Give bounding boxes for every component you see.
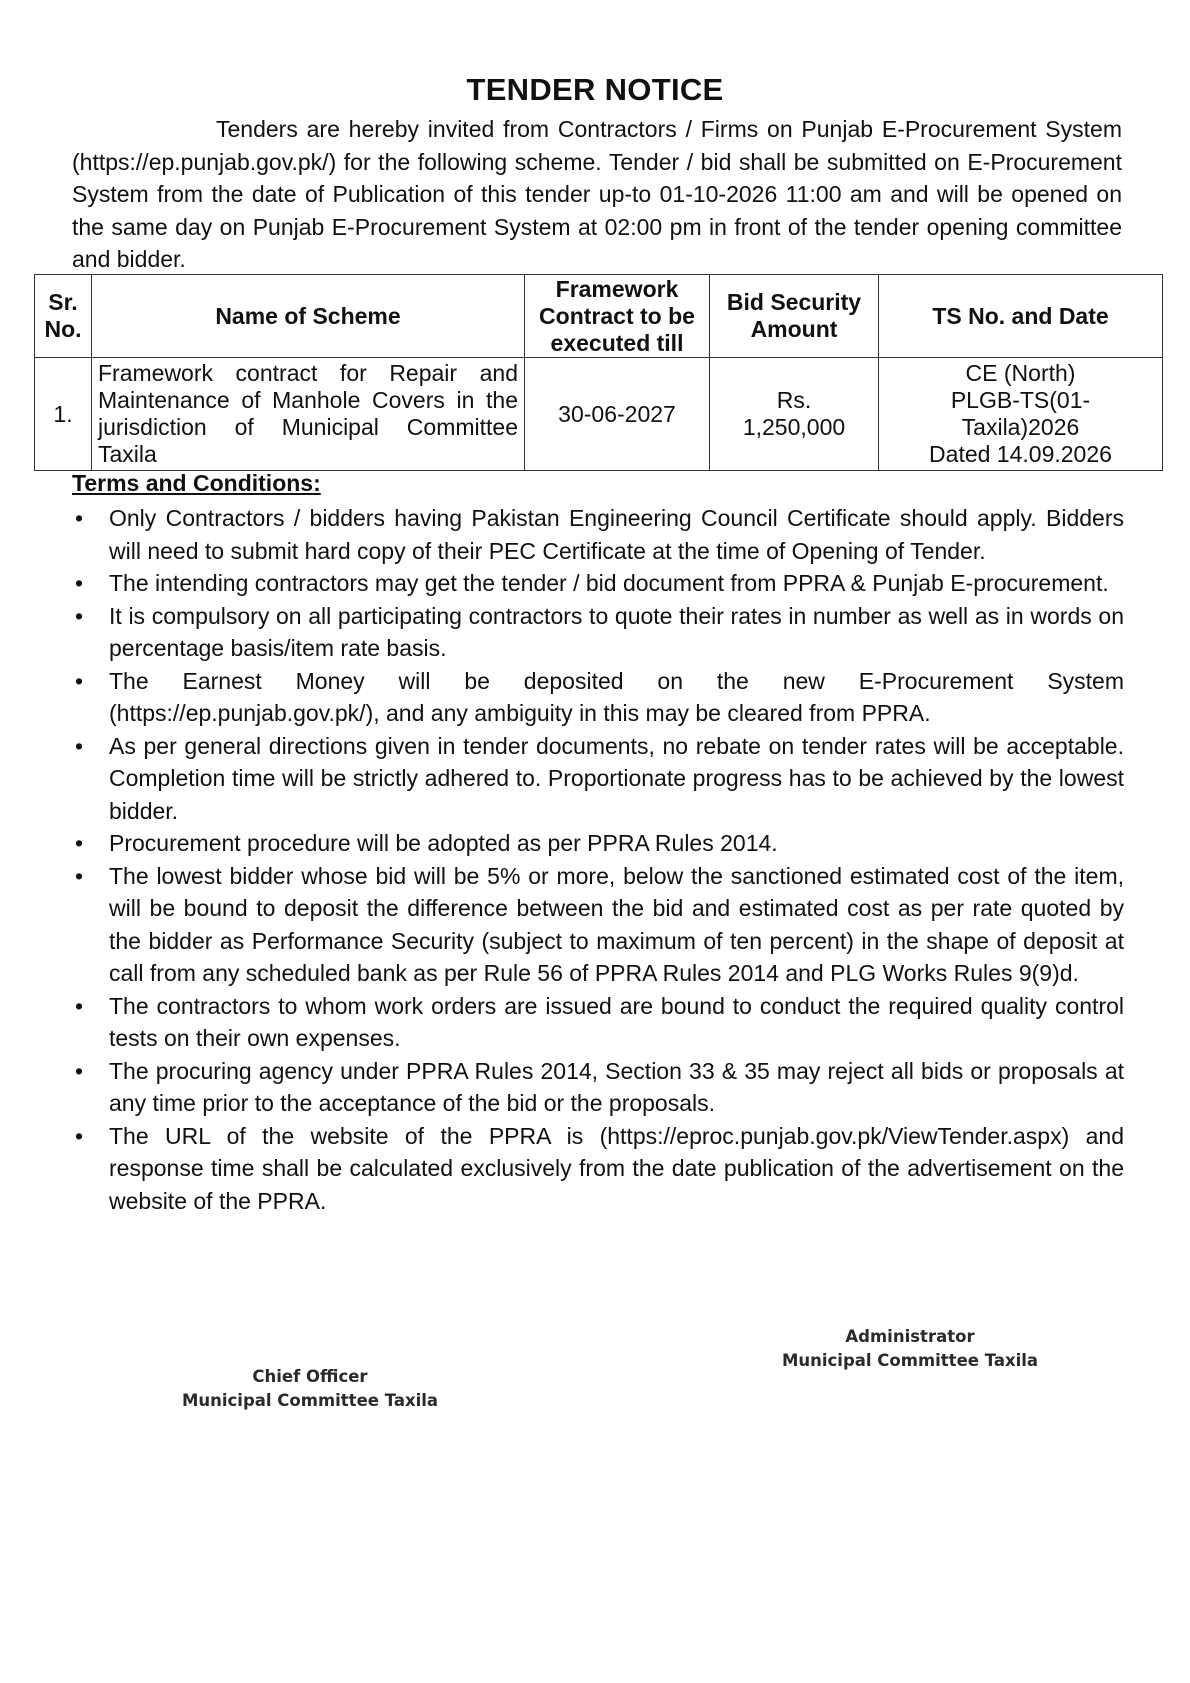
terms-list-item xyxy=(72,502,1124,567)
bullet-icon: • xyxy=(74,505,84,531)
notice-intro-paragraph: Tenders are hereby invited from Contractors / Firms on Punjab E-Procurement System (https://ep.punjab.gov.pk/) for the following scheme. Tender / bid shall be submitted on E-Procurement System from the date of Publication of this tender up-to 01-10-2026 11:00 am and will be opened on the same day on Punjab E-Procurement System at 02:00 pm in front of the tender opening committee and bidder. xyxy=(72,116,1122,272)
terms-list-item xyxy=(72,827,1124,860)
terms-item-text: The Earnest Money will be deposited on the new E-Procurement System (https://ep.punjab.gov.pk/), and any ambiguity in this may be cleared from PPRA. xyxy=(109,667,1124,726)
terms-list-item xyxy=(72,730,1124,828)
terms-list-item xyxy=(72,665,1124,730)
table-row xyxy=(35,358,1163,471)
header-bid-security: Bid Security Amount xyxy=(710,275,879,358)
ts-line-1: CE (North) xyxy=(965,360,1076,386)
terms-item-text: The contractors to whom work orders are issued are bound to conduct the required quality control tests on their own expenses. xyxy=(109,992,1124,1051)
bullet-icon: • xyxy=(74,570,84,596)
bullet-icon: • xyxy=(74,862,84,889)
terms-item-text: The procuring agency under PPRA Rules 2014, Section 33 & 35 may reject all bids or proposals at any time prior to the acceptance of the bid or the proposals. xyxy=(109,1057,1124,1116)
header-framework-contract: Framework Contract to be executed till xyxy=(525,275,710,358)
signature-block-chief-officer xyxy=(180,1365,440,1413)
notice-title: TENDER NOTICE xyxy=(466,72,724,107)
bullet-icon: • xyxy=(74,1122,84,1149)
header-sr-no: Sr. No. xyxy=(35,275,92,358)
header-ts-no-date: TS No. and Date xyxy=(879,275,1163,358)
header-name-of-scheme: Name of Scheme xyxy=(92,275,525,358)
signature-org-chief-officer: Municipal Committee Taxila xyxy=(181,1391,439,1410)
terms-item-text: The URL of the website of the PPRA is (https://eproc.punjab.gov.pk/ViewTender.aspx) and response time shall be calculated exclusively from the date publication of the advertisement on the website of the PPRA. xyxy=(109,1122,1124,1214)
terms-item-text: The lowest bidder whose bid will be 5% or more, below the sanctioned estimated cost of the item, will be bound to deposit the difference between the bid and estimated cost as per rate quoted by the bidder as Performance Security (subject to maximum of ten percent) in the shape of deposit at call from any scheduled bank as per Rule 56 of PPRA Rules 2014 and PLG Works Rules 9(9)d. xyxy=(109,862,1124,986)
bullet-icon: • xyxy=(74,732,84,759)
terms-list xyxy=(72,502,1124,1217)
terms-list-item xyxy=(72,567,1124,600)
cell-sr-no: 1. xyxy=(35,358,92,471)
bullet-icon: • xyxy=(74,667,84,694)
bullet-icon: • xyxy=(74,1057,84,1084)
terms-item-text: As per general directions given in tender documents, no rebate on tender rates will be acceptable. Completion time will be strictly adhered to. Proportionate progress has to be achieved by the lowest bidder. xyxy=(109,732,1124,824)
bullet-icon: • xyxy=(74,602,84,629)
terms-list-item xyxy=(72,1055,1124,1120)
ts-line-3: Taxila)2026 xyxy=(961,414,1080,440)
ts-line-2: PLGB-TS(01- xyxy=(950,387,1091,413)
terms-item-text: Procurement procedure will be adopted as per PPRA Rules 2014. xyxy=(109,830,778,856)
cell-ts-no-date xyxy=(879,358,1163,471)
table-header-row xyxy=(35,275,1163,358)
cell-bid-security xyxy=(710,358,879,471)
signature-title-administrator: Administrator xyxy=(845,1327,975,1346)
terms-heading: Terms and Conditions: xyxy=(72,470,321,496)
cell-scheme-name: Framework contract for Repair and Maintenance of Manhole Covers in the jurisdiction of Municipal Committee Taxila xyxy=(92,358,525,471)
terms-item-text: The intending contractors may get the tender / bid document from PPRA & Punjab E-procurement. xyxy=(109,570,1109,596)
signature-block-administrator xyxy=(780,1325,1040,1373)
terms-item-text: It is compulsory on all participating contractors to quote their rates in number as well as in words on percentage basis/item rate basis. xyxy=(109,602,1124,661)
cell-framework-date: 30-06-2027 xyxy=(525,358,710,471)
terms-list-item xyxy=(72,990,1124,1055)
terms-list-item xyxy=(72,1120,1124,1218)
signature-org-administrator: Municipal Committee Taxila xyxy=(781,1351,1039,1370)
terms-list-item xyxy=(72,600,1124,665)
bullet-icon: • xyxy=(74,830,84,856)
ts-line-4: Dated 14.09.2026 xyxy=(929,441,1112,467)
terms-list-item xyxy=(72,860,1124,990)
bid-security-label: Rs. xyxy=(776,387,812,413)
scheme-table xyxy=(34,274,1163,471)
terms-item-text: Only Contractors / bidders having Pakistan Engineering Council Certificate should apply. Bidders will need to submit hard copy of their PEC Certificate at the time of Opening of Tender. xyxy=(109,505,1124,564)
signature-title-chief-officer: Chief Officer xyxy=(252,1367,368,1386)
bullet-icon: • xyxy=(74,992,84,1019)
bid-security-amount: 1,250,000 xyxy=(742,414,846,440)
